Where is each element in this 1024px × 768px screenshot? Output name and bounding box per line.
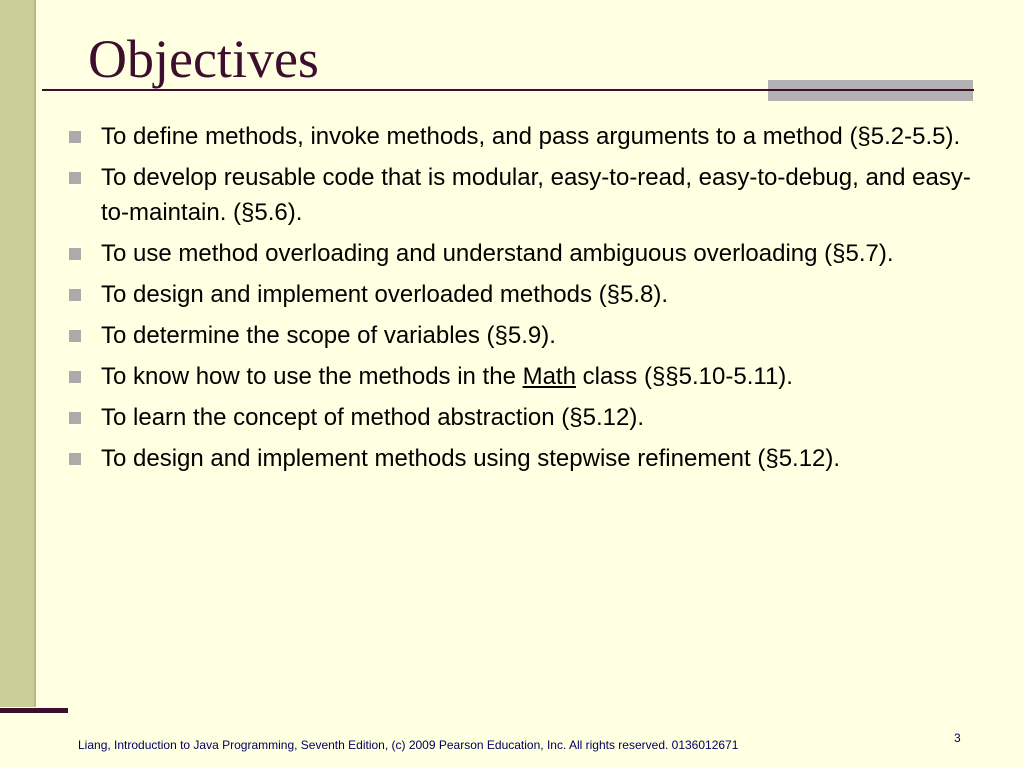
page-number: 3 (954, 731, 961, 745)
list-item (64, 441, 994, 476)
square-bullet-icon (69, 453, 81, 465)
list-item (64, 236, 994, 271)
left-decorative-strip (0, 0, 34, 707)
list-item-text: To design and implement methods using stepwise refinement (§5.12). (101, 445, 841, 472)
square-bullet-icon (69, 412, 81, 424)
square-bullet-icon (69, 248, 81, 260)
list-item (64, 160, 994, 230)
list-item (64, 359, 994, 394)
slide-title: Objectives (88, 29, 319, 89)
list-item (64, 400, 994, 435)
math-class-link[interactable]: Math (522, 363, 576, 390)
list-item-text: To design and implement overloaded methods (§5.8). (101, 281, 668, 308)
square-bullet-icon (69, 371, 81, 383)
list-item (64, 277, 994, 312)
bottom-left-accent-bar (0, 708, 68, 713)
copyright-footer: Liang, Introduction to Java Programming, Seventh Edition, (c) 2009 Pearson Education, Inc. All rights reserved. 0136012671 (78, 738, 739, 752)
list-item (64, 119, 994, 154)
list-item-text: To learn the concept of method abstraction (§5.12). (101, 404, 644, 431)
list-item-text-suffix: class (§§5.10-5.11). (575, 363, 793, 390)
list-item (64, 318, 994, 353)
square-bullet-icon (69, 172, 81, 184)
square-bullet-icon (69, 330, 81, 342)
list-item-text: To determine the scope of variables (§5.9). (101, 322, 556, 349)
square-bullet-icon (69, 289, 81, 301)
list-item-text: To develop reusable code that is modular, easy-to-read, easy-to-debug, and easy-to-maintain. (§5.6). (101, 164, 971, 226)
square-bullet-icon (69, 131, 81, 143)
list-item-text: To use method overloading and understand ambiguous overloading (§5.7). (101, 240, 894, 267)
list-item-text-prefix: To know how to use the methods in the (101, 363, 523, 390)
objectives-list (64, 119, 994, 482)
title-accent-rule-overlay (768, 89, 974, 91)
left-strip-edge (34, 0, 36, 707)
list-item-text: To define methods, invoke methods, and pass arguments to a method (§5.2-5.5). (101, 123, 961, 150)
